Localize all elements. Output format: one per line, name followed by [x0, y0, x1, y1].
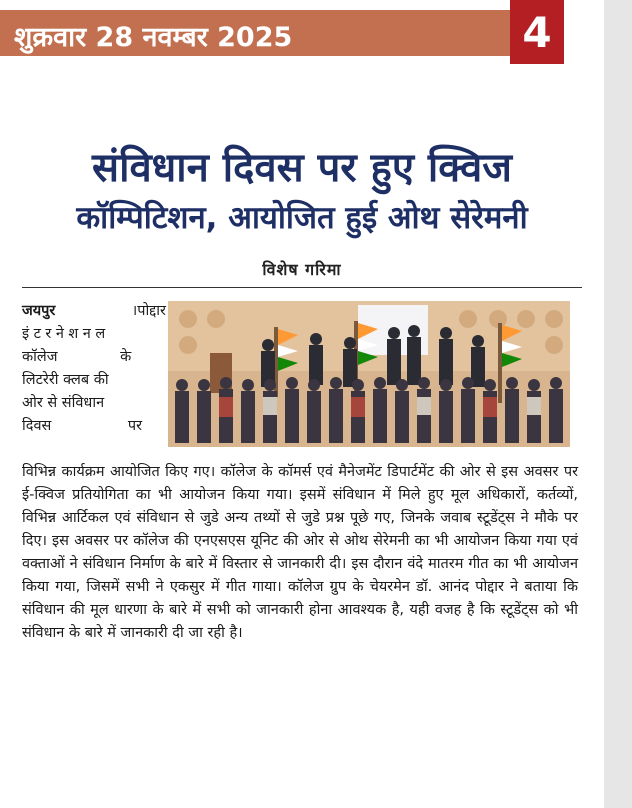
- event-photo-illustration: [168, 301, 570, 447]
- event-photo: [168, 301, 570, 447]
- lead-line: इंटरनेशनल: [22, 326, 110, 342]
- byline: विशेष गरिमा: [262, 260, 342, 279]
- headline-line-1: संविधान दिवस पर हुए क्विज: [92, 145, 512, 191]
- dateline: जयपुर: [22, 303, 56, 319]
- lead-line-text: ।पोद्दार: [131, 303, 166, 319]
- lead-column: [22, 300, 166, 438]
- lead-line: [22, 300, 166, 323]
- issue-date: शुक्रवार 28 नवम्बर 2025: [14, 22, 293, 53]
- page-edge-strip: [604, 0, 632, 808]
- lead-line: दिवस पर: [22, 418, 143, 434]
- lead-line: ओर से संविधान: [22, 395, 105, 411]
- article-body-paragraph: विभिन्न कार्यक्रम आयोजित किए गए। कॉलेज के कॉमर्स एवं मैनेजमेंट डिपार्टमेंट की ओर से इस अवसर पर ई-क्विज प्रतियोगिता का भी आयोजन किया गया। इसमें संविधान में मिले हुए मूल अधिकारों, कर्तव्यों, विभिन्न आर्टिकल एवं संविधान से जुडे अन्य तथ्यों से जुडे प्रश्न पूछे गए, जिनके जवाब स्टूडेंट्स ने मौके पर दिए। इस अवसर पर कॉलेज की एनएसएस यूनिट की ओर से ओथ सेरेमनी का भी आयोजन किया गया एवं वक्ताओं ने संविधान निर्माण के बारे में विस्तार से जानकारी दी। इस दौरान वंदे मातरम गीत का भी आयोजन किया गया, जिसमें सभी ने एकसुर में गीत गाया। कॉलेज ग्रुप के चेयरमेन डॉ. आनंद पोद्दार ने बताया कि संविधान की मूल धारणा के बारे में सभी को जानकारी होना आवश्यक है, यही वजह है कि स्टूडेंट्स को भी संविधान के बारे में जानकारी दी जा रही है।: [22, 464, 578, 641]
- article-body: [22, 461, 578, 645]
- page-number: 4: [510, 0, 564, 64]
- lead-line: लिटरेरी क्लब की: [22, 372, 109, 388]
- headline-line-2: कॉम्पिटिशन, आयोजित हुई ओथ सेरेमनी: [76, 200, 528, 236]
- lead-line: कॉलेज के: [22, 349, 132, 365]
- byline-divider: [22, 287, 582, 288]
